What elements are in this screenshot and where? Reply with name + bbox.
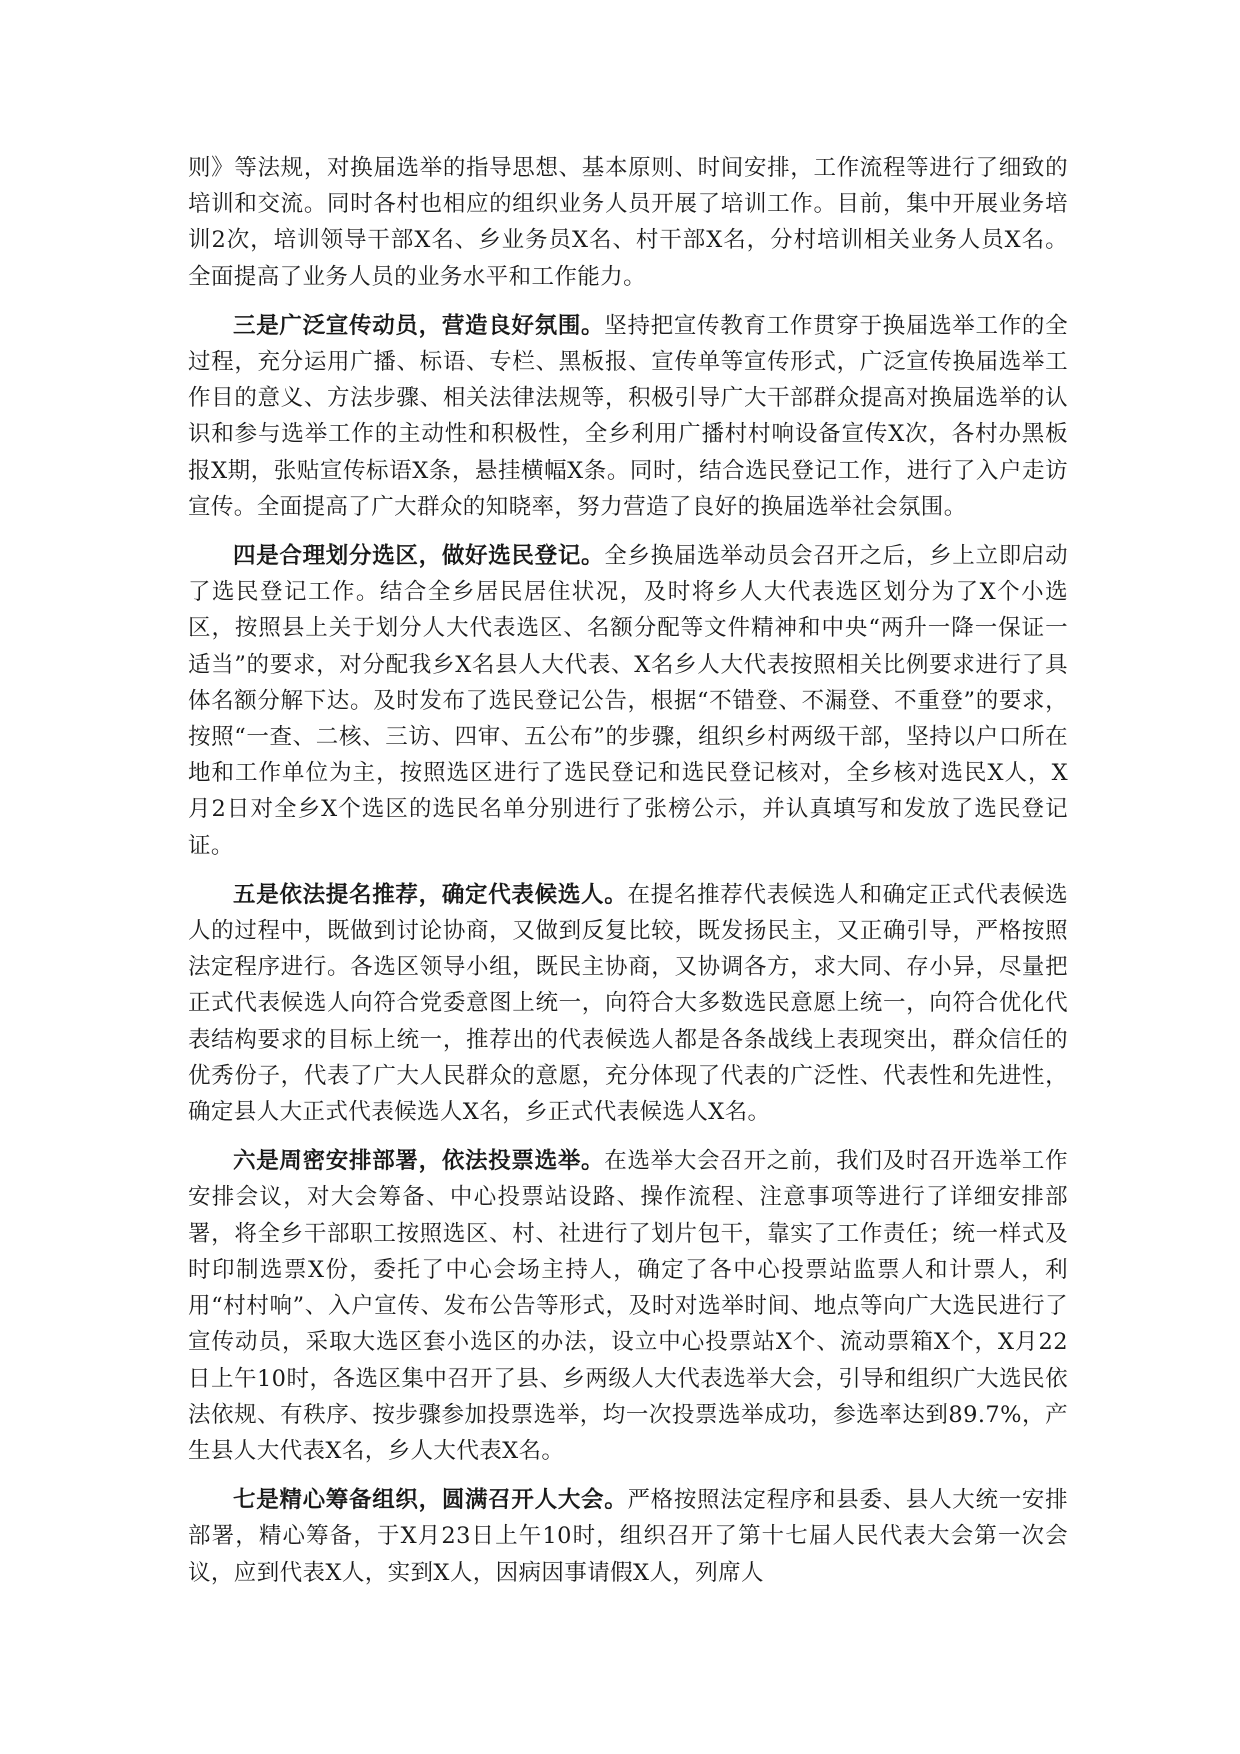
paragraph-voter-registration	[188, 538, 1068, 864]
paragraph-body: 在提名推荐代表候选人和确定正式代表候选人的过程中，既做到讨论协商，又做到反复比较，既发扬民主，又正确引导，严格按照法定程序进行。各选区领导小组，既民主协商，又协调各方，求大同、存小异，尽量把正式代表候选人向符合党委意图上统一，向符合大多数选民意愿上统一，向符合优化代表结构要求的目标上统一，推荐出的代表候选人都是各条战线上表现突出，群众信任的优秀份子，代表了广大人民群众的意愿，充分体现了代表的广泛性、代表性和先进性，确定县人大正式代表候选人X名，乡正式代表候选人X名。	[188, 881, 1068, 1126]
paragraph-heading: 三是广泛宣传动员，营造良好氛围。	[233, 312, 605, 339]
paragraph-body: 在选举大会召开之前，我们及时召开选举工作安排会议，对大会筹备、中心投票站设路、操作流程、注意事项等进行了详细安排部署，将全乡干部职工按照选区、村、社进行了划片包干，靠实了工作责任；统一样式及时印制选票X份，委托了中心会场主持人，确定了各中心投票站监票人和计票人，利用“村村响”、入户宣传、发布公告等形式，及时对选举时间、地点等向广大选民进行了宣传动员，采取大选区套小选区的办法，设立中心投票站X个、流动票箱X个，X月22日上午10时，各选区集中召开了县、乡两级人大代表选举大会，引导和组织广大选民依法依规、有秩序、按步骤参加投票选举，均一次投票选举成功，参选率达到89.7%，产生县人大代表X名，乡人大代表X名。	[188, 1148, 1068, 1464]
paragraph-body: 严格按照法定程序和县委、县人大统一安排部署，精心筹备，于X月23日上午10时，组织召开了第十七届人民代表大会第一次会议，应到代表X人，实到X人，因病因事请假X人，列席人	[188, 1487, 1068, 1586]
paragraph-training-continued	[188, 150, 1068, 295]
paragraph-voting	[188, 1143, 1068, 1469]
document-page	[188, 150, 1068, 1591]
paragraph-heading: 七是精心筹备组织，圆满召开人大会。	[233, 1487, 628, 1514]
paragraph-body: 坚持把宣传教育工作贯穿于换届选举工作的全过程，充分运用广播、标语、专栏、黑板报、宣传单等宣传形式，广泛宣传换届选举工作目的意义、方法步骤、相关法律法规等，积极引导广大干部群众提高对换届选举的认识和参与选举工作的主动性和积极性，全乡利用广播村村响设备宣传X次，各村办黑板报X期，张贴宣传标语X条，悬挂横幅X条。同时，结合选民登记工作，进行了入户走访宣传。全面提高了广大群众的知晓率，努力营造了良好的换届选举社会氛围。	[188, 312, 1068, 520]
paragraph-body: 则》等法规，对换届选举的指导思想、基本原则、时间安排，工作流程等进行了细致的培训和交流。同时各村也相应的组织业务人员开展了培训工作。目前，集中开展业务培训2次，培训领导干部X名、乡业务员X名、村干部X名，分村培训相关业务人员X名。全面提高了业务人员的业务水平和工作能力。	[188, 155, 1068, 290]
paragraph-heading: 五是依法提名推荐，确定代表候选人。	[233, 881, 628, 908]
paragraph-heading: 四是合理划分选区，做好选民登记。	[233, 543, 605, 570]
paragraph-body: 全乡换届选举动员会召开之后，乡上立即启动了选民登记工作。结合全乡居民居住状况，及时将乡人大代表选区划分为了X个小选区，按照县上关于划分人大代表选区、名额分配等文件精神和中央“两升一降一保证一适当”的要求，对分配我乡X名县人大代表、X名乡人大代表按照相关比例要求进行了具体名额分解下达。及时发布了选民登记公告，根据“不错登、不漏登、不重登”的要求，按照“一查、二核、三访、四审、五公布”的步骤，组织乡村两级干部，坚持以户口所在地和工作单位为主，按照选区进行了选民登记和选民登记核对，全乡核对选民X人，X月2日对全乡X个选区的选民名单分别进行了张榜公示，并认真填写和发放了选民登记证。	[188, 543, 1068, 859]
paragraph-heading: 六是周密安排部署，依法投票选举。	[233, 1148, 605, 1175]
paragraph-candidate-nomination	[188, 877, 1068, 1130]
paragraph-publicity	[188, 308, 1068, 525]
paragraph-congress-meeting	[188, 1482, 1068, 1591]
